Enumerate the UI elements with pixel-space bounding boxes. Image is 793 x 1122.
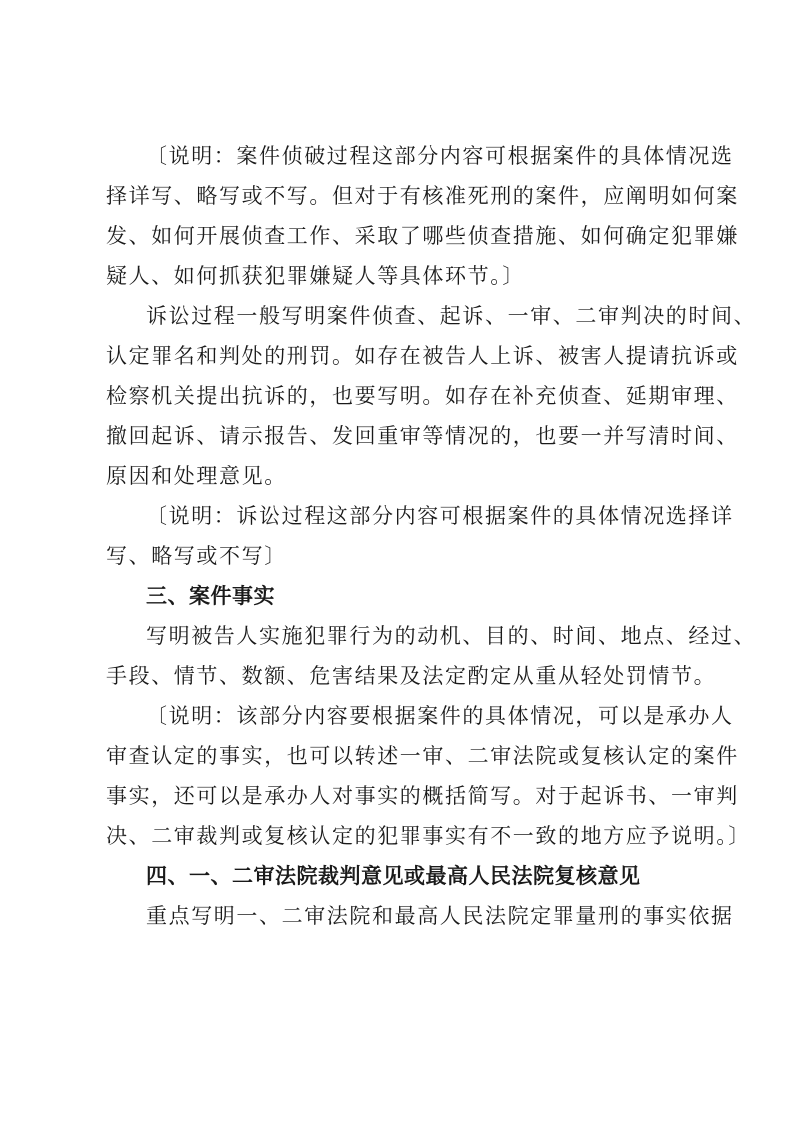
note-paragraph-line: 审查认定的事实，也可以转述一审、二审法院或复核认定的案件 bbox=[106, 744, 739, 768]
note-paragraph-line: 写、略写或不写〕 bbox=[106, 544, 287, 568]
note-paragraph-line: 决、二审裁判或复核认定的犯罪事实有不一致的地方应予说明。〕 bbox=[106, 824, 751, 848]
body-paragraph-line: 检察机关提出抗诉的，也要写明。如存在补充侦查、延期审理、 bbox=[106, 384, 739, 408]
body-paragraph-line: 写明被告人实施犯罪行为的动机、目的、时间、地点、经过、 bbox=[146, 624, 757, 648]
body-paragraph-line: 重点写明一、二审法院和最高人民法院定罪量刑的事实依据 bbox=[146, 904, 734, 928]
body-paragraph-line: 原因和处理意见。 bbox=[106, 464, 287, 488]
section-heading: 三、案件事实 bbox=[146, 584, 275, 608]
body-paragraph-line: 撤回起诉、请示报告、发回重审等情况的，也要一并写清时间、 bbox=[106, 424, 739, 448]
note-paragraph-line: 〔说明：案件侦破过程这部分内容可根据案件的具体情况选 bbox=[146, 144, 734, 168]
body-paragraph-line: 诉讼过程一般写明案件侦查、起诉、一审、二审判决的时间、 bbox=[146, 304, 757, 328]
note-paragraph-line: 发、如何开展侦查工作、采取了哪些侦查措施、如何确定犯罪嫌 bbox=[106, 224, 739, 248]
note-paragraph-line: 〔说明：该部分内容要根据案件的具体情况，可以是承办人 bbox=[146, 704, 734, 728]
section-heading: 四、一、二审法院裁判意见或最高人民法院复核意见 bbox=[146, 864, 641, 888]
body-paragraph-line: 认定罪名和判处的刑罚。如存在被告人上诉、被害人提请抗诉或 bbox=[106, 344, 739, 368]
note-paragraph-line: 疑人、如何抓获犯罪嫌疑人等具体环节。〕 bbox=[106, 264, 525, 288]
body-paragraph-line: 手段、情节、数额、危害结果及法定酌定从重从轻处罚情节。 bbox=[106, 664, 717, 688]
note-paragraph-line: 择详写、略写或不写。但对于有核准死刑的案件，应阐明如何案 bbox=[106, 184, 739, 208]
note-paragraph-line: 事实，还可以是承办人对事实的概括简写。对于起诉书、一审判 bbox=[106, 784, 739, 808]
note-paragraph-line: 〔说明：诉讼过程这部分内容可根据案件的具体情况选择详 bbox=[146, 504, 734, 528]
